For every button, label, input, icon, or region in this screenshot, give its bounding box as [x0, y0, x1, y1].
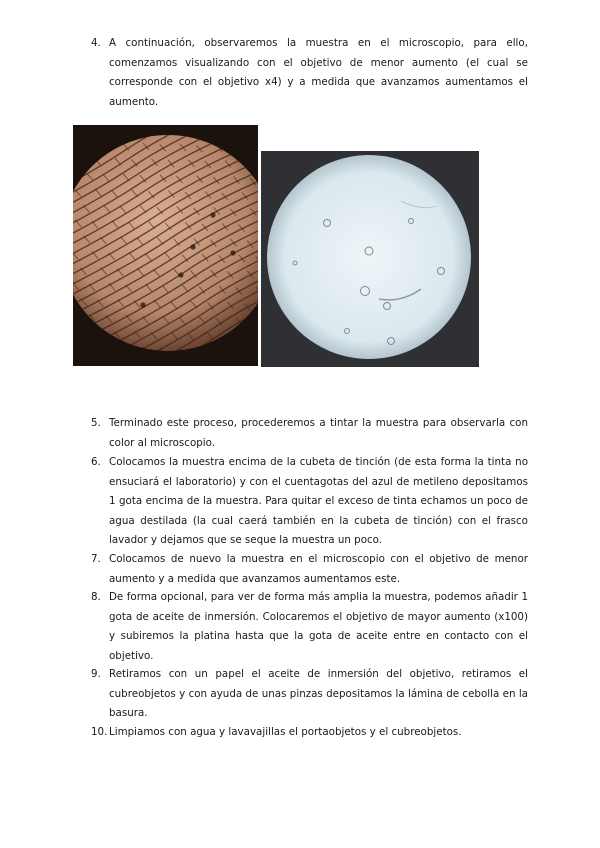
list-item-number: 7. — [91, 553, 101, 565]
micrograph-pale-field — [261, 151, 479, 367]
list-item-text: Terminado este proceso, procederemos a tintar la muestra para observarla con color al microscopio. — [109, 417, 528, 449]
list-item-5 — [91, 414, 528, 453]
list-item-number: 10. — [91, 726, 108, 738]
micrograph-unstained — [73, 125, 258, 366]
list-item-number: 8. — [91, 591, 101, 603]
list-item-6 — [91, 453, 528, 551]
list-item-number: 6. — [91, 456, 101, 468]
list-item-text: Colocamos de nuevo la muestra en el microscopio con el objetivo de menor aumento y a medida que avanzamos aumentamos este. — [109, 553, 528, 585]
list-item-text: Retiramos con un papel el aceite de inmersión del objetivo, retiramos el cubreobjetos y con ayuda de unas pinzas depositamos la lámina de cebolla en la basura. — [109, 668, 528, 719]
list-item-text: Colocamos la muestra encima de la cubeta de tinción (de esta forma la tinta no ensuciará el laboratorio) y con el cuentagotas del azul de metileno depositamos 1 gota encima de la muestra. Para quitar el exceso de tinta echamos un poco de agua destilada (la cual caerá también en la cubeta de tinción) con el frasco lavador y dejamos que se seque la muestra un poco. — [109, 456, 528, 546]
list-item-number: 9. — [91, 668, 101, 680]
list-item-10 — [91, 723, 528, 743]
list-item-text: Limpiamos con agua y lavavajillas el portaobjetos y el cubreobjetos. — [109, 726, 462, 738]
list-item-8 — [91, 588, 528, 666]
list-item-9 — [91, 665, 528, 724]
list-item-number: 4. — [91, 37, 101, 49]
list-item-number: 5. — [91, 417, 101, 429]
list-item-text: A continuación, observaremos la muestra en el microscopio, para ello, comenzamos visualizando con el objetivo de menor aumento (el cual se corresponde con el objetivo x4) y a medida que avanzamos aumentamos el aumento. — [109, 37, 528, 108]
list-item-text: De forma opcional, para ver de forma más amplia la muestra, podemos añadir 1 gota de aceite de inmersión. Colocaremos el objetivo de mayor aumento (x100) y subiremos la platina hasta que la gota de aceite entre en contacto con el objetivo. — [109, 591, 528, 662]
list-item-4 — [91, 34, 528, 112]
list-item-7 — [91, 550, 528, 589]
